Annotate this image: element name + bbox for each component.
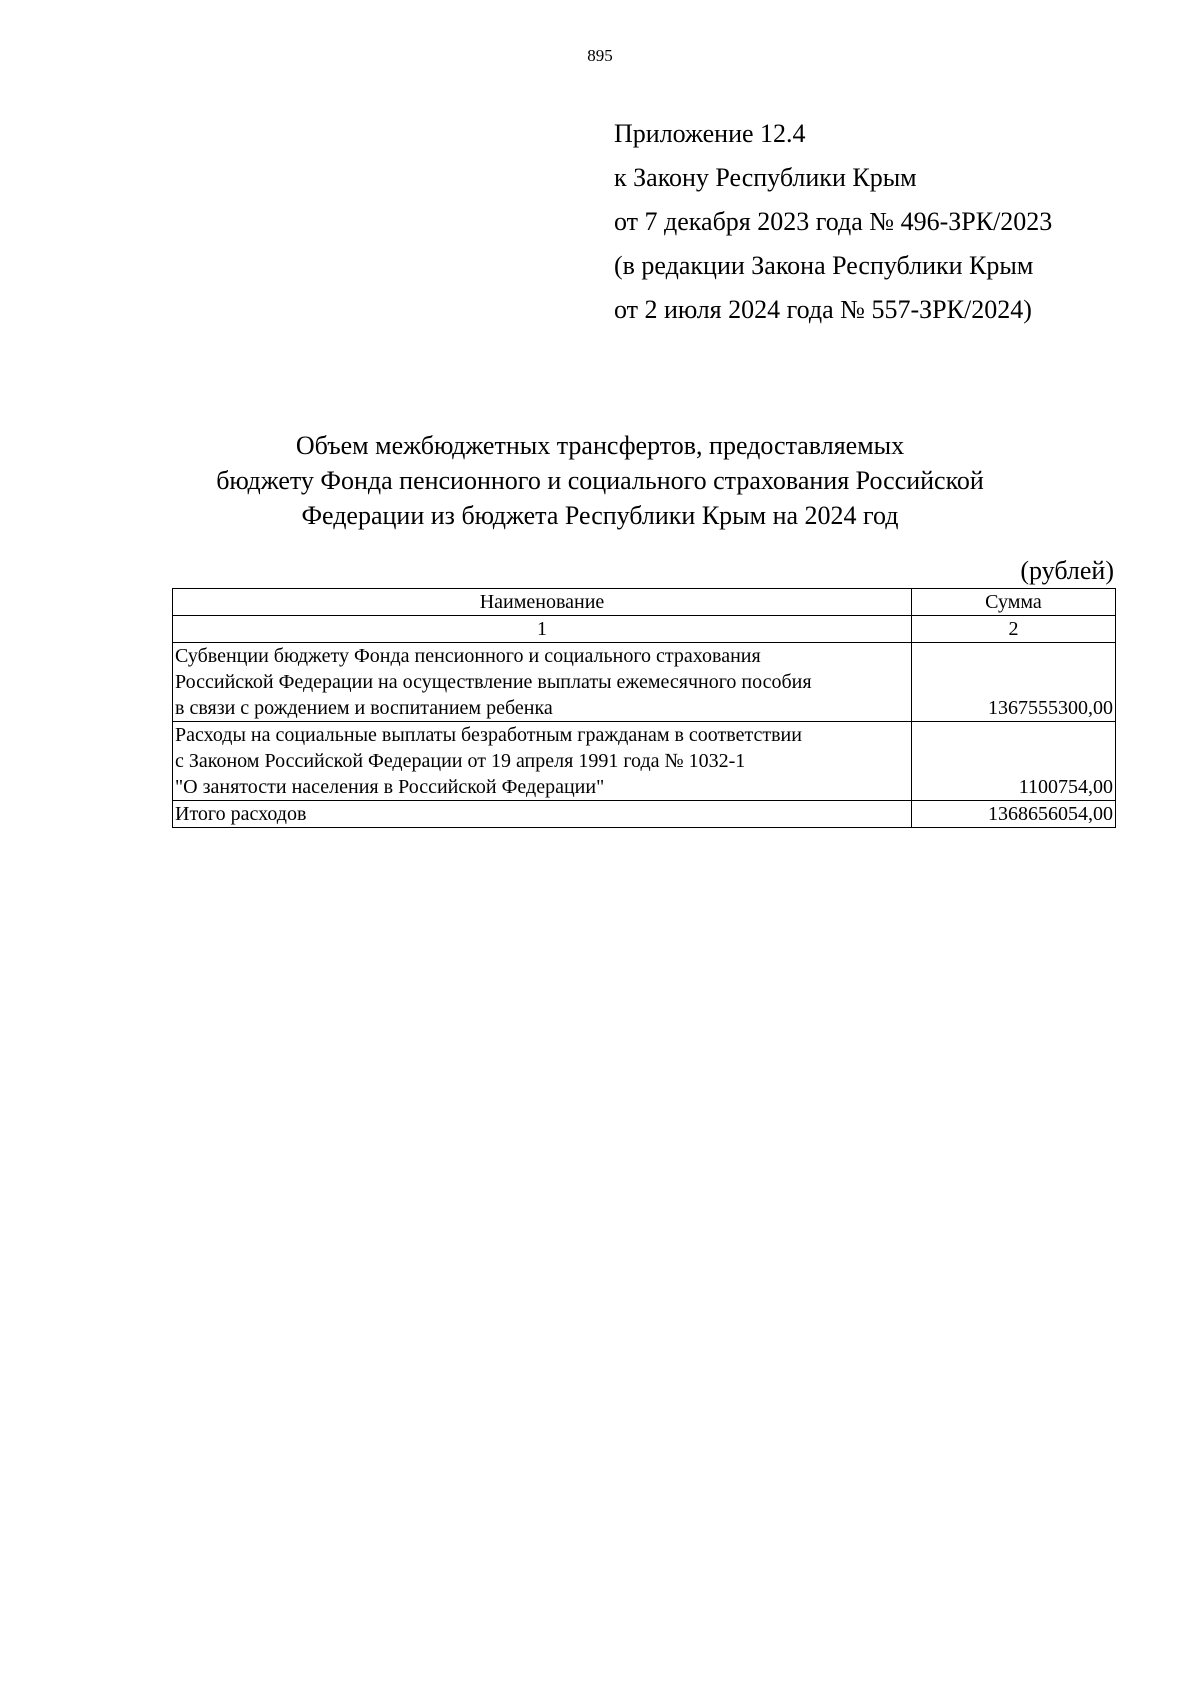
row-name-line: в связи с рождением и воспитанием ребенка — [175, 697, 553, 719]
row-name-line: Российской Федерации на осуществление выплаты ежемесячного пособия — [175, 671, 812, 693]
appendix-line: Приложение 12.4 — [614, 119, 806, 148]
document-title — [0, 428, 1200, 533]
header-sum: Сумма — [912, 589, 1116, 616]
title-line: Федерации из бюджета Республики Крым на 2024 год — [301, 501, 899, 530]
total-label: Итого расходов — [173, 801, 912, 828]
total-amount: 1368656054,00 — [912, 801, 1116, 828]
units-label: (рублей) — [1020, 556, 1114, 585]
column-number-1: 1 — [173, 616, 912, 643]
appendix-line: к Закону Республики Крым — [614, 163, 917, 192]
header-name: Наименование — [173, 589, 912, 616]
row-name — [173, 722, 912, 801]
appendix-line: (в редакции Закона Республики Крым — [614, 251, 1034, 280]
row-name-line: Расходы на социальные выплаты безработным гражданам в соответствии — [175, 724, 802, 746]
row-name-line: "О занятости населения в Российской Федерации" — [175, 776, 605, 798]
transfers-table — [172, 588, 1116, 828]
appendix-line: от 2 июля 2024 года № 557-ЗРК/2024) — [614, 295, 1032, 324]
column-number-2: 2 — [912, 616, 1116, 643]
row-amount: 1100754,00 — [912, 722, 1116, 801]
appendix-header — [614, 112, 1052, 332]
appendix-line: от 7 декабря 2023 года № 496-ЗРК/2023 — [614, 207, 1053, 236]
table-row — [173, 643, 1116, 722]
row-name-line: Субвенции бюджету Фонда пенсионного и социального страхования — [175, 645, 761, 667]
column-number-row — [173, 616, 1116, 643]
table-row — [173, 722, 1116, 801]
table-header-row — [173, 589, 1116, 616]
title-line: бюджету Фонда пенсионного и социального страхования Российской — [216, 466, 984, 495]
row-name — [173, 643, 912, 722]
title-line: Объем межбюджетных трансфертов, предоставляемых — [295, 431, 905, 460]
row-name-line: с Законом Российской Федерации от 19 апреля 1991 года № 1032-1 — [175, 750, 746, 772]
page-number: 895 — [587, 46, 613, 65]
row-amount: 1367555300,00 — [912, 643, 1116, 722]
total-row — [173, 801, 1116, 828]
